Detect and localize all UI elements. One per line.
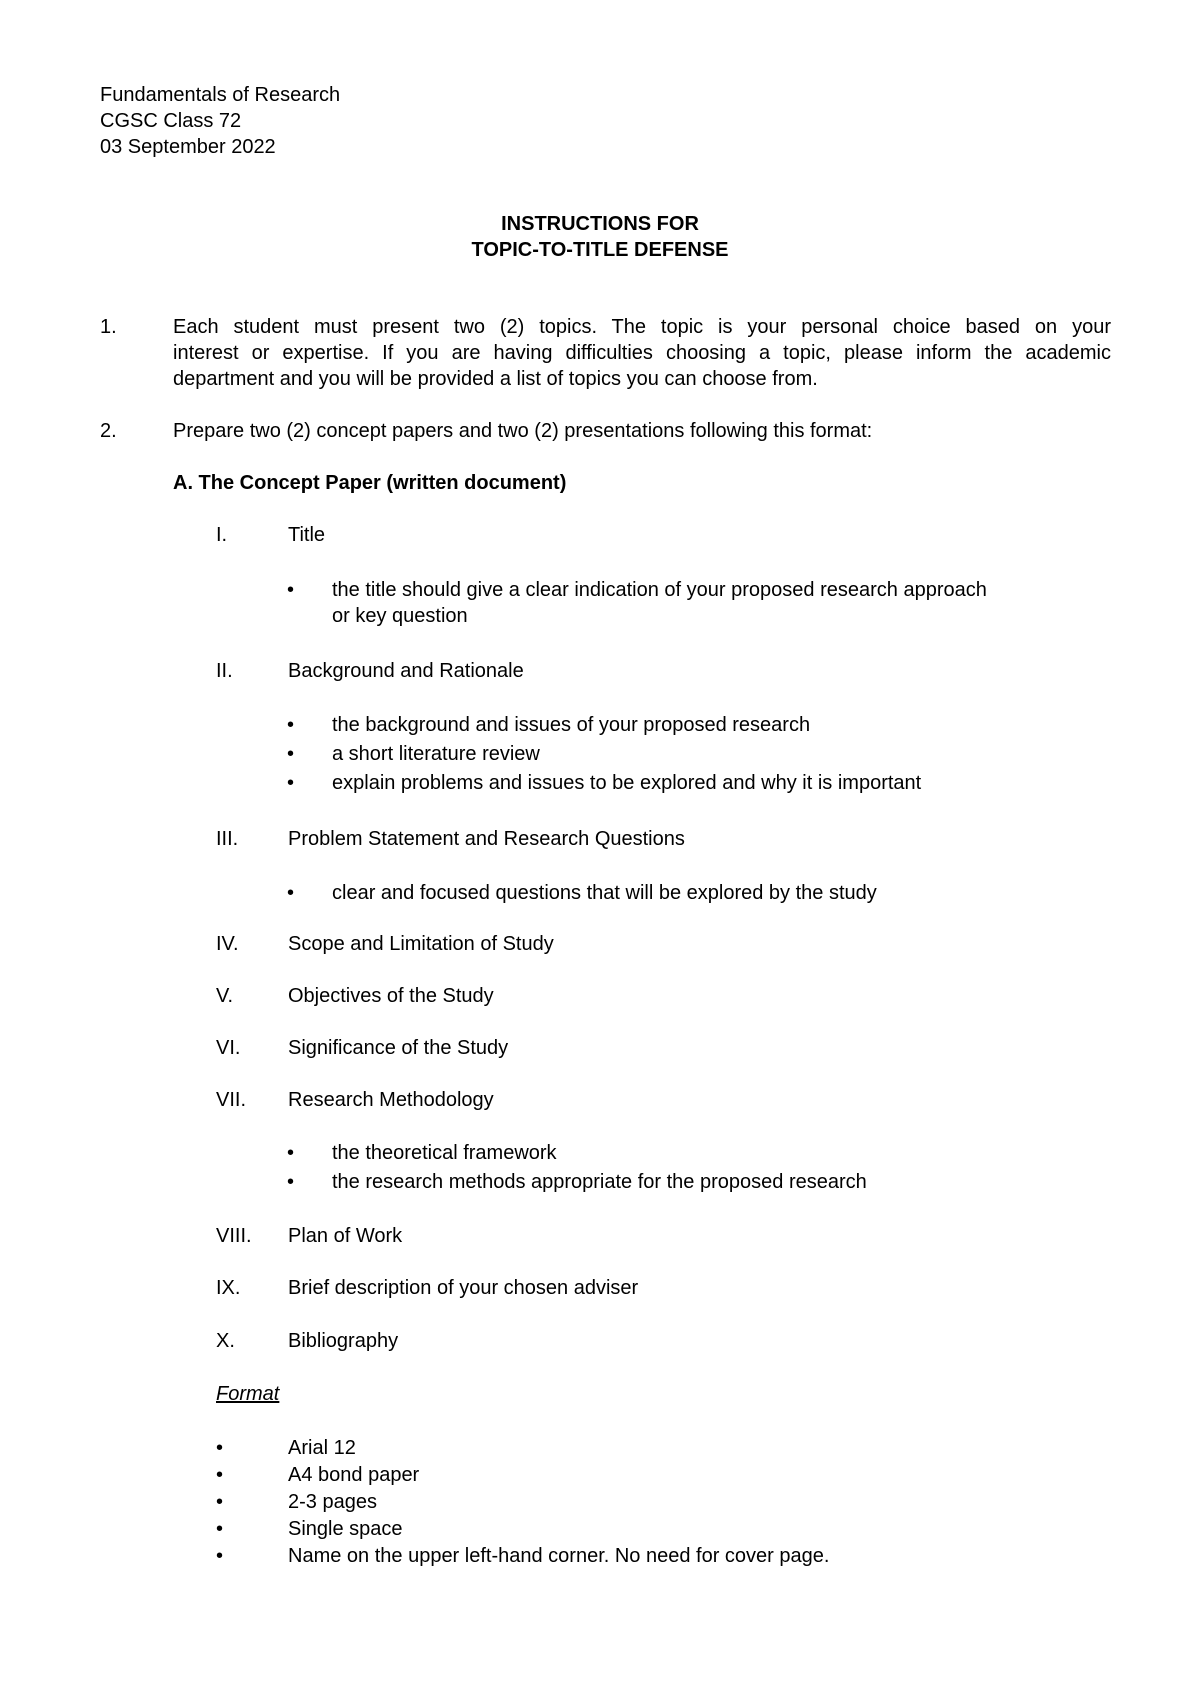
section-a-heading: A. The Concept Paper (written document) [173,472,567,494]
outline-iii-label: Problem Statement and Research Questions [288,828,685,850]
item-1-line-2: interest or expertise. If you are having difficulties choosing a topic, please inform the academic [173,342,1111,364]
outline-ii-bullet-2: a short literature review [332,743,540,765]
item-1-line-3: department and you will be provided a list of topics you can choose from. [173,368,818,390]
item-1-number: 1. [100,316,117,338]
bullet-icon: • [216,1437,224,1459]
outline-viii-number: VIII. [216,1225,252,1247]
outline-i-number: I. [216,524,228,546]
title-line-1: INSTRUCTIONS FOR [501,213,699,235]
outline-x-label: Bibliography [288,1330,399,1352]
outline-iv-label: Scope and Limitation of Study [288,933,554,955]
outline-ii-bullet-3: explain problems and issues to be explored and why it is important [332,772,922,794]
outline-vi-number: VI. [216,1037,241,1059]
outline-i-bullet-1: the title should give a clear indication of your proposed research approach [332,579,987,601]
outline-vi-label: Significance of the Study [288,1037,509,1059]
outline-vii-number: VII. [216,1089,247,1111]
outline-viii-label: Plan of Work [288,1225,403,1247]
course-name: Fundamentals of Research [100,84,341,106]
outline-iii-number: III. [216,828,239,850]
bullet-icon: • [216,1464,224,1486]
format-item: A4 bond paper [288,1464,420,1486]
outline-iv-number: IV. [216,933,239,955]
bullet-icon: • [287,772,295,794]
outline-i-label: Title [288,524,326,546]
item-1-line-1: Each student must present two (2) topics. The topic is your personal choice based on your [173,316,1111,338]
outline-ix-number: IX. [216,1277,241,1299]
bullet-icon: • [287,1171,295,1193]
document-date: 03 September 2022 [100,136,276,158]
outline-ii-number: II. [216,660,233,682]
outline-vii-label: Research Methodology [288,1089,494,1111]
bullet-icon: • [287,714,295,736]
outline-vii-bullet-2: the research methods appropriate for the proposed research [332,1171,867,1193]
title-line-2: TOPIC-TO-TITLE DEFENSE [471,239,729,261]
bullet-icon: • [216,1491,224,1513]
format-item: Name on the upper left-hand corner. No need for cover page. [288,1545,830,1567]
outline-iii-bullet-1: clear and focused questions that will be explored by the study [332,882,877,904]
bullet-icon: • [216,1518,224,1540]
outline-x-number: X. [216,1330,235,1352]
bullet-icon: • [287,882,295,904]
class-name: CGSC Class 72 [100,110,242,132]
format-item: 2-3 pages [288,1491,377,1513]
outline-ii-bullet-1: the background and issues of your proposed research [332,714,811,736]
outline-ii-label: Background and Rationale [288,660,524,682]
bullet-icon: • [287,743,295,765]
bullet-icon: • [287,579,295,601]
outline-ix-label: Brief description of your chosen adviser [288,1277,639,1299]
item-2-text: Prepare two (2) concept papers and two (2) presentations following this format: [173,420,873,442]
format-heading: Format [216,1383,280,1405]
outline-v-label: Objectives of the Study [288,985,494,1007]
bullet-icon: • [216,1545,224,1567]
format-item: Arial 12 [288,1437,356,1459]
item-2-number: 2. [100,420,117,442]
outline-i-bullet-1-cont: or key question [332,605,468,627]
outline-v-number: V. [216,985,234,1007]
format-item: Single space [288,1518,403,1540]
outline-vii-bullet-1: the theoretical framework [332,1142,557,1164]
bullet-icon: • [287,1142,295,1164]
